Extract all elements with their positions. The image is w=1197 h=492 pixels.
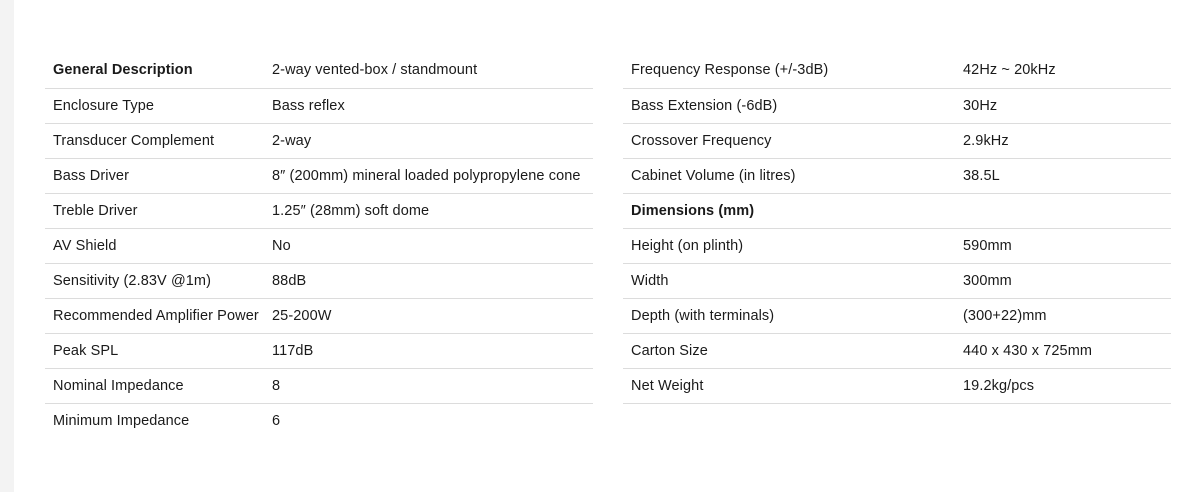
spec-row-treble-driver	[45, 193, 593, 228]
spec-value: 6	[272, 412, 281, 429]
spec-value: No	[264, 228, 593, 263]
spec-value: 8	[264, 368, 593, 403]
spec-row-dimensions-heading	[623, 193, 1171, 228]
spec-label: Treble Driver	[45, 193, 264, 228]
spec-row-frequency-response	[623, 53, 1171, 88]
spec-row-bass-driver	[45, 158, 593, 193]
spec-row-peak-spl	[45, 333, 593, 368]
spec-label: Peak SPL	[45, 333, 264, 368]
spec-row-crossover-frequency	[623, 123, 1171, 158]
spec-value: 30Hz	[955, 88, 1171, 123]
spec-section-heading: Dimensions (mm)	[623, 193, 955, 228]
spec-value: (300+22)mm	[955, 298, 1171, 333]
spec-row-height	[623, 228, 1171, 263]
spec-label: Crossover Frequency	[623, 123, 955, 158]
spec-value: 88dB	[264, 263, 593, 298]
spec-value: 300mm	[955, 263, 1171, 298]
spec-value: 117dB	[264, 333, 593, 368]
spec-label: Recommended Amplifier Power	[45, 298, 264, 333]
specs-table-left	[45, 53, 593, 438]
specs-table-right	[623, 53, 1171, 404]
spec-row-amplifier-power	[45, 298, 593, 333]
spec-value: 1.25″ (28mm) soft dome	[264, 193, 593, 228]
spec-value: 590mm	[955, 228, 1171, 263]
spec-value: 8″ (200mm) mineral loaded polypropylene cone	[264, 158, 593, 193]
spec-row-enclosure-type	[45, 88, 593, 123]
spec-value: 2.9kHz	[955, 123, 1171, 158]
spec-label: Cabinet Volume (in litres)	[623, 158, 955, 193]
spec-label: Bass Driver	[45, 158, 264, 193]
spec-value: 2-way	[264, 123, 593, 158]
spec-label: AV Shield	[45, 228, 264, 263]
spec-label: General Description	[45, 53, 264, 88]
spec-row-av-shield	[45, 228, 593, 263]
spec-row-net-weight	[623, 368, 1171, 403]
spec-label: Height (on plinth)	[623, 228, 955, 263]
spec-row-bass-extension	[623, 88, 1171, 123]
spec-row-minimum-impedance	[45, 403, 593, 438]
spec-row-cabinet-volume	[623, 158, 1171, 193]
spec-label: Sensitivity (2.83V @1m)	[45, 263, 264, 298]
spec-row-depth	[623, 298, 1171, 333]
spec-label: Width	[623, 263, 955, 298]
spec-value: 42Hz ~ 20kHz	[955, 53, 1171, 88]
spec-label: Transducer Complement	[45, 123, 264, 158]
spec-value: 2-way vented-box / standmount	[264, 53, 593, 88]
spec-label: Net Weight	[623, 368, 955, 403]
spec-value: 25-200W	[264, 298, 593, 333]
spec-label: Frequency Response (+/-3dB)	[623, 53, 955, 88]
spec-label: Bass Extension (-6dB)	[623, 88, 955, 123]
spec-value: Bass reflex	[264, 88, 593, 123]
spec-label: Carton Size	[623, 333, 955, 368]
spec-value: 440 x 430 x 725mm	[955, 333, 1171, 368]
spec-row-nominal-impedance	[45, 368, 593, 403]
spec-row-general-description	[45, 53, 593, 88]
spec-value: 38.5L	[955, 158, 1171, 193]
spec-row-carton-size	[623, 333, 1171, 368]
spec-label: Enclosure Type	[45, 88, 264, 123]
spec-value: 19.2kg/pcs	[955, 368, 1171, 403]
page-edge-strip	[0, 0, 14, 492]
spec-label: Nominal Impedance	[45, 368, 264, 403]
spec-value	[955, 193, 1171, 228]
spec-label: Minimum Impedance	[53, 412, 190, 429]
spec-label: Depth (with terminals)	[623, 298, 955, 333]
spec-row-width	[623, 263, 1171, 298]
spec-row-transducer-complement	[45, 123, 593, 158]
spec-row-sensitivity	[45, 263, 593, 298]
